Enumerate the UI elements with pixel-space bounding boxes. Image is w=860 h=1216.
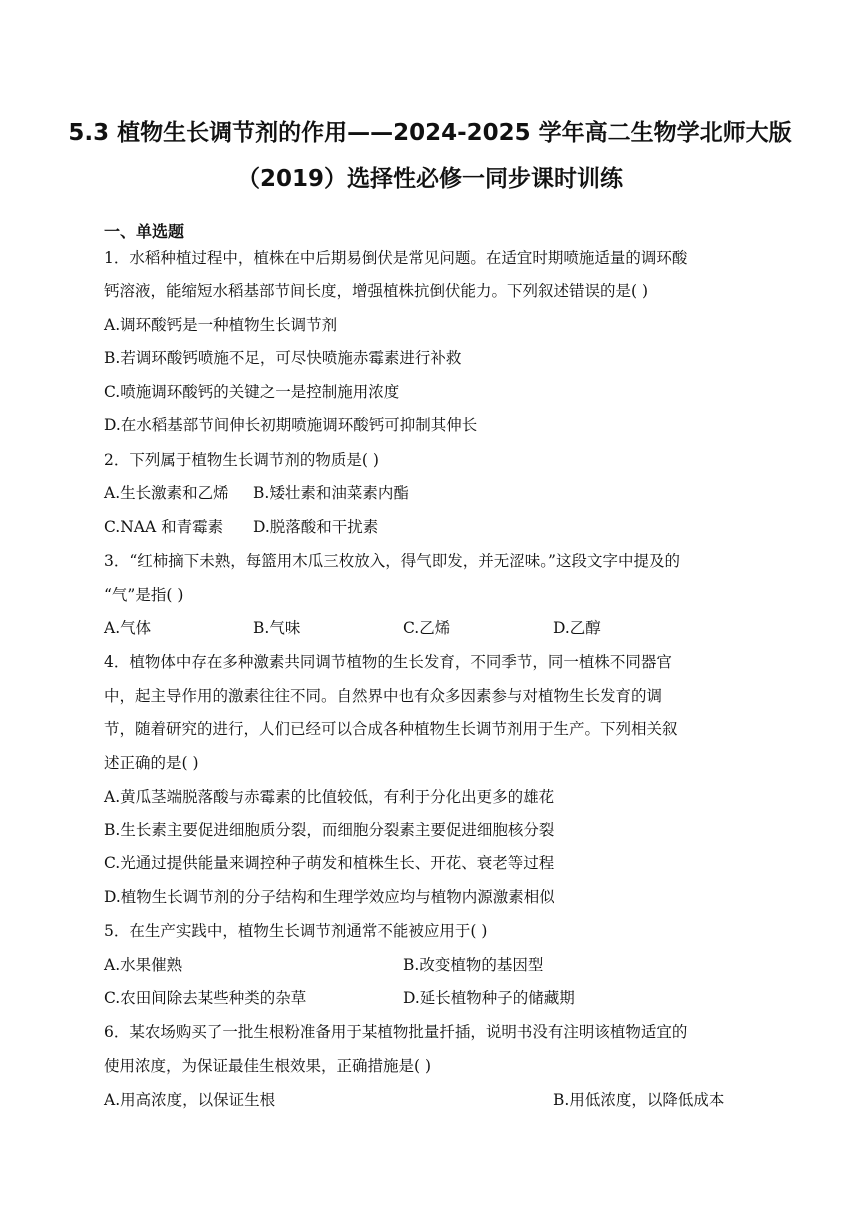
document-title-line-2: （2019）选择性必修一同步课时训练 [236,166,623,192]
section-heading: 一、单选题 [104,222,185,241]
question-4-stem-line-4: 述正确的是( ) [104,754,199,772]
question-1-option-b: B.若调环酸钙喷施不足，可尽快喷施赤霉素进行补救 [104,349,462,367]
question-5-option-c: C.农田间除去某些种类的杂草 [104,989,307,1007]
question-3-option-a: A.气体 [104,619,152,637]
question-6-option-a: A.用高浓度，以保证生根 [104,1091,276,1109]
question-2-stem-line-1: 2．下列属于植物生长调节剂的物质是( ) [104,451,379,469]
question-1-option-c: C.喷施调环酸钙的关键之一是控制施用浓度 [104,383,400,401]
question-2-option-c: C.NAA 和青霉素 [104,518,224,536]
question-2-option-d: D.脱落酸和干扰素 [253,518,379,536]
document-title-line-1: 5.3 植物生长调节剂的作用——2024-2025 学年高二生物学北师大版 [68,120,792,146]
question-5-stem-line-1: 5．在生产实践中，植物生长调节剂通常不能被应用于( ) [104,922,488,940]
question-1-stem-line-2: 钙溶液，能缩短水稻基部节间长度，增强植株抗倒伏能力。下列叙述错误的是( ) [104,282,649,300]
question-2-option-b: B.矮壮素和油菜素内酯 [253,484,409,502]
question-6-option-b: B.用低浓度，以降低成本 [553,1091,725,1109]
question-4-stem-line-1: 4．植物体中存在多种激素共同调节植物的生长发育，不同季节，同一植株不同器官 [104,653,672,671]
question-1-stem-line-1: 1．水稻种植过程中，植株在中后期易倒伏是常见问题。在适宜时期喷施适量的调环酸 [104,249,688,267]
question-1-option-d: D.在水稻基部节间伸长初期喷施调环酸钙可抑制其伸长 [104,416,478,434]
question-5-option-a: A.水果催熟 [104,956,183,974]
question-3-stem-line-1: 3．“红柿摘下未熟，每篮用木瓜三枚放入，得气即发，并无涩味。”这段文字中提及的 [104,552,680,570]
question-3-stem-line-2: “气”是指( ) [104,586,184,604]
question-4-option-b: B.生长素主要促进细胞质分裂，而细胞分裂素主要促进细胞核分裂 [104,821,555,839]
question-4-option-d: D.植物生长调节剂的分子结构和生理学效应均与植物内源激素相似 [104,888,555,906]
question-4-option-a: A.黄瓜茎端脱落酸与赤霉素的比值较低，有利于分化出更多的雄花 [104,788,555,806]
question-3-option-d: D.乙醇 [553,619,601,637]
question-3-option-b: B.气味 [253,619,301,637]
question-6-stem-line-1: 6．某农场购买了一批生根粉准备用于某植物批量扦插，说明书没有注明该植物适宜的 [104,1023,688,1041]
question-3-option-c: C.乙烯 [403,619,451,637]
question-4-option-c: C.光通过提供能量来调控种子萌发和植株生长、开花、衰老等过程 [104,854,555,872]
question-1-option-a: A.调环酸钙是一种植物生长调节剂 [104,316,338,334]
question-4-stem-line-3: 节，随着研究的进行，人们已经可以合成各种植物生长调节剂用于生产。下列相关叙 [104,720,678,738]
question-6-stem-line-2: 使用浓度，为保证最佳生根效果，正确措施是( ) [104,1057,432,1075]
question-5-option-d: D.延长植物种子的储藏期 [403,989,575,1007]
question-5-option-b: B.改变植物的基因型 [403,956,544,974]
question-4-stem-line-2: 中，起主导作用的激素往往不同。自然界中也有众多因素参与对植物生长发育的调 [104,687,663,705]
question-2-option-a: A.生长激素和乙烯 [104,484,229,502]
